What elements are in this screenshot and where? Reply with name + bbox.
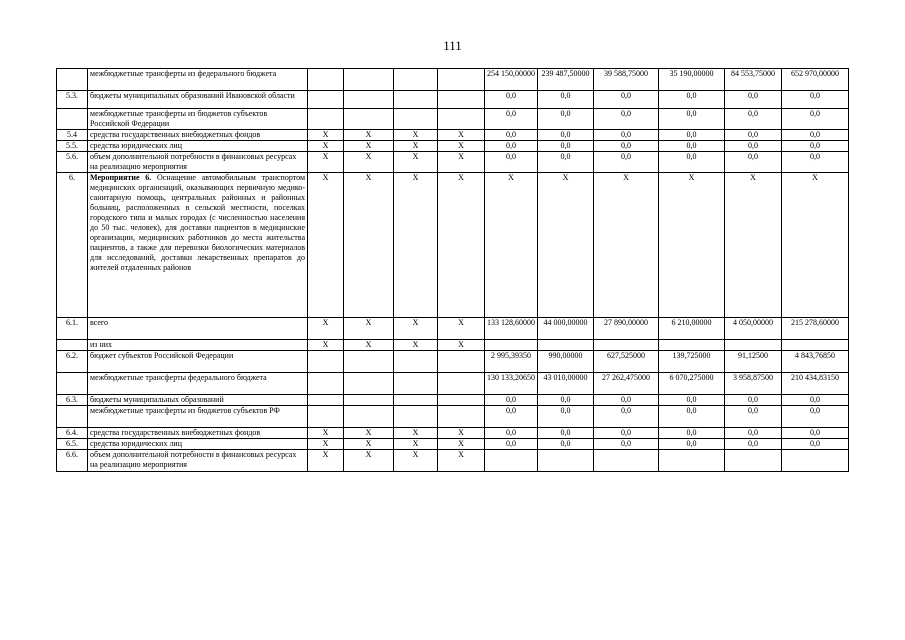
x-mark-cell [438,373,485,395]
value-cell: 0,0 [538,395,594,406]
value-cell: 0,0 [485,109,538,130]
x-mark-cell [308,395,344,406]
table-row [57,450,849,472]
x-mark-cell [438,406,485,428]
x-mark-cell: X [308,130,344,141]
value-cell: X [659,173,725,318]
row-name: средства юридических лиц [88,141,308,152]
row-number [57,373,88,395]
value-cell: 43 010,00000 [538,373,594,395]
value-cell: 0,0 [725,91,782,109]
value-cell: 0,0 [725,130,782,141]
value-cell: 0,0 [659,406,725,428]
value-cell: 0,0 [725,439,782,450]
x-mark-cell: X [438,173,485,318]
x-mark-cell [308,69,344,91]
x-mark-cell [344,351,394,373]
row-name: объем дополнительной потребности в финансовых ресурсах на реализацию мероприятия [88,450,308,472]
table-row [57,340,849,351]
x-mark-cell: X [438,340,485,351]
value-cell: 0,0 [659,395,725,406]
value-cell [538,450,594,472]
x-mark-cell [308,91,344,109]
value-cell: 0,0 [594,395,659,406]
value-cell [725,340,782,351]
value-cell: 0,0 [594,428,659,439]
row-name: бюджеты муниципальных образований [88,395,308,406]
x-mark-cell: X [438,130,485,141]
table-row [57,351,849,373]
x-mark-cell: X [394,130,438,141]
row-name: средства юридических лиц [88,439,308,450]
table-row [57,141,849,152]
value-cell: 4 843,76850 [782,351,849,373]
row-name: из них [88,340,308,351]
x-mark-cell: X [308,450,344,472]
x-mark-cell [394,69,438,91]
value-cell [485,450,538,472]
row-number [57,340,88,351]
value-cell: 27 262,475000 [594,373,659,395]
row-number: 6.5. [57,439,88,450]
x-mark-cell [438,109,485,130]
value-cell: 0,0 [594,141,659,152]
row-number: 6.1. [57,318,88,340]
table-row [57,130,849,141]
value-cell: X [594,173,659,318]
value-cell: 0,0 [782,141,849,152]
value-cell: 0,0 [594,91,659,109]
row-number [57,109,88,130]
row-number: 5.5. [57,141,88,152]
table-row [57,406,849,428]
value-cell: 239 487,50000 [538,69,594,91]
x-mark-cell: X [438,450,485,472]
value-cell [659,450,725,472]
value-cell: 0,0 [659,130,725,141]
value-cell: 0,0 [485,406,538,428]
x-mark-cell: X [438,152,485,173]
x-mark-cell [308,373,344,395]
x-mark-cell [438,351,485,373]
value-cell: 254 150,00000 [485,69,538,91]
value-cell: 0,0 [594,130,659,141]
x-mark-cell [394,91,438,109]
value-cell: 210 434,83150 [782,373,849,395]
row-name: межбюджетные трансферты из бюджетов субъектов Российской Федерации [88,109,308,130]
value-cell: 0,0 [659,91,725,109]
value-cell: 0,0 [782,109,849,130]
activity-description: Оснащение автомобильным транспортом медицинских организаций, оказывающих первичную медико-санитарную помощь, центральных районных и районных больниц, расположенных в сельской местности, поселках городского типа и малых городах (с численностью населения до 50 тыс. человек), для доставки пациентов в медицинские организации, медицинских работников до места жительства пациентов, а также для перевозки биологических материалов для исследований, доставки лекарственных препаратов до жителей отдаленных районов [90,173,306,272]
x-mark-cell: X [308,439,344,450]
table-row [57,152,849,173]
row-number: 5.4 [57,130,88,141]
value-cell: 6 210,00000 [659,318,725,340]
table-row [57,428,849,439]
x-mark-cell [394,109,438,130]
value-cell: 6 070,275000 [659,373,725,395]
x-mark-cell [344,373,394,395]
x-mark-cell: X [394,439,438,450]
x-mark-cell: X [344,439,394,450]
value-cell: 35 190,00000 [659,69,725,91]
value-cell: 130 133,20650 [485,373,538,395]
value-cell: 27 890,00000 [594,318,659,340]
value-cell: 0,0 [538,428,594,439]
x-mark-cell [308,109,344,130]
table-row [57,373,849,395]
x-mark-cell [394,373,438,395]
x-mark-cell [308,351,344,373]
x-mark-cell: X [344,152,394,173]
x-mark-cell: X [344,130,394,141]
x-mark-cell [344,395,394,406]
value-cell: 0,0 [594,152,659,173]
x-mark-cell [438,91,485,109]
row-name: бюджеты муниципальных образований Ивановской области [88,91,308,109]
x-mark-cell [394,395,438,406]
row-number: 6.2. [57,351,88,373]
value-cell: 0,0 [659,152,725,173]
value-cell: 0,0 [782,406,849,428]
value-cell: 0,0 [485,395,538,406]
x-mark-cell: X [344,340,394,351]
activity-title: Мероприятие 6. [90,173,152,182]
x-mark-cell: X [308,428,344,439]
value-cell: 0,0 [725,109,782,130]
x-mark-cell [438,395,485,406]
x-mark-cell [394,351,438,373]
value-cell: 990,00000 [538,351,594,373]
value-cell: 3 958,87500 [725,373,782,395]
row-name: межбюджетные трансферты из федерального бюджета [88,69,308,91]
value-cell: X [538,173,594,318]
value-cell: 0,0 [782,130,849,141]
table-row [57,109,849,130]
x-mark-cell: X [394,450,438,472]
value-cell [782,450,849,472]
table-row [57,395,849,406]
value-cell [485,340,538,351]
value-cell: 139,725000 [659,351,725,373]
row-number: 6.3. [57,395,88,406]
value-cell: 215 278,60000 [782,318,849,340]
value-cell: 2 995,39350 [485,351,538,373]
row-number [57,406,88,428]
value-cell: X [485,173,538,318]
row-name: межбюджетные трансферты федерального бюджета [88,373,308,395]
x-mark-cell [344,406,394,428]
value-cell: 652 970,00000 [782,69,849,91]
x-mark-cell: X [344,428,394,439]
x-mark-cell [344,69,394,91]
row-number: 6.4. [57,428,88,439]
value-cell: 0,0 [538,109,594,130]
x-mark-cell: X [308,141,344,152]
row-number: 5.3. [57,91,88,109]
row-number: 6.6. [57,450,88,472]
value-cell [782,340,849,351]
value-cell: 0,0 [485,130,538,141]
value-cell: 0,0 [659,141,725,152]
value-cell: 0,0 [659,428,725,439]
value-cell: X [782,173,849,318]
value-cell [594,450,659,472]
x-mark-cell: X [438,141,485,152]
x-mark-cell [344,109,394,130]
row-name: средства государственных внебюджетных фондов [88,428,308,439]
value-cell [725,450,782,472]
value-cell: 0,0 [538,152,594,173]
x-mark-cell: X [344,173,394,318]
value-cell: 39 588,75000 [594,69,659,91]
x-mark-cell: X [438,439,485,450]
value-cell: 0,0 [485,141,538,152]
x-mark-cell: X [394,318,438,340]
value-cell: 0,0 [485,428,538,439]
value-cell: 0,0 [538,406,594,428]
row-name: средства государственных внебюджетных фондов [88,130,308,141]
page-number: 111 [443,38,462,53]
table-row [57,69,849,91]
value-cell: 0,0 [782,428,849,439]
budget-table [56,68,849,472]
x-mark-cell: X [344,318,394,340]
x-mark-cell: X [394,152,438,173]
value-cell: 0,0 [725,406,782,428]
row-name: всего [88,318,308,340]
value-cell: 4 050,00000 [725,318,782,340]
value-cell: 0,0 [725,141,782,152]
value-cell: 0,0 [725,395,782,406]
x-mark-cell: X [344,450,394,472]
value-cell [538,340,594,351]
row-number: 6. [57,173,88,318]
x-mark-cell: X [438,318,485,340]
row-name: объем дополнительной потребности в финансовых ресурсах на реализацию мероприятия [88,152,308,173]
table-row [57,318,849,340]
value-cell: 0,0 [485,91,538,109]
x-mark-cell: X [308,318,344,340]
value-cell: 0,0 [782,152,849,173]
value-cell: 0,0 [725,428,782,439]
value-cell: 0,0 [594,109,659,130]
x-mark-cell [344,91,394,109]
x-mark-cell: X [308,152,344,173]
value-cell [594,340,659,351]
table-row [57,439,849,450]
value-cell: 0,0 [538,91,594,109]
x-mark-cell: X [438,428,485,439]
value-cell: 0,0 [659,439,725,450]
row-name [88,173,308,318]
value-cell: 0,0 [594,439,659,450]
value-cell: 0,0 [538,439,594,450]
x-mark-cell [394,406,438,428]
value-cell: 0,0 [782,91,849,109]
value-cell: 0,0 [725,152,782,173]
row-name: бюджет субъектов Российской Федерации [88,351,308,373]
value-cell: 0,0 [485,439,538,450]
table-row [57,173,849,318]
value-cell: 44 000,00000 [538,318,594,340]
value-cell: 0,0 [782,395,849,406]
value-cell: 0,0 [538,141,594,152]
table-row [57,91,849,109]
value-cell: 0,0 [782,439,849,450]
x-mark-cell: X [394,173,438,318]
x-mark-cell: X [344,141,394,152]
value-cell: 627,525000 [594,351,659,373]
value-cell: 0,0 [485,152,538,173]
x-mark-cell: X [394,428,438,439]
x-mark-cell: X [394,141,438,152]
value-cell: 0,0 [594,406,659,428]
row-name: межбюджетные трансферты из бюджетов субъектов РФ [88,406,308,428]
value-cell: 91,12500 [725,351,782,373]
row-number: 5.6. [57,152,88,173]
x-mark-cell [308,406,344,428]
value-cell [659,340,725,351]
value-cell: 84 553,75000 [725,69,782,91]
row-number [57,69,88,91]
value-cell: 133 128,60000 [485,318,538,340]
value-cell: 0,0 [538,130,594,141]
x-mark-cell: X [394,340,438,351]
x-mark-cell [438,69,485,91]
x-mark-cell: X [308,340,344,351]
value-cell: X [725,173,782,318]
value-cell: 0,0 [659,109,725,130]
x-mark-cell: X [308,173,344,318]
table-body [57,69,849,472]
